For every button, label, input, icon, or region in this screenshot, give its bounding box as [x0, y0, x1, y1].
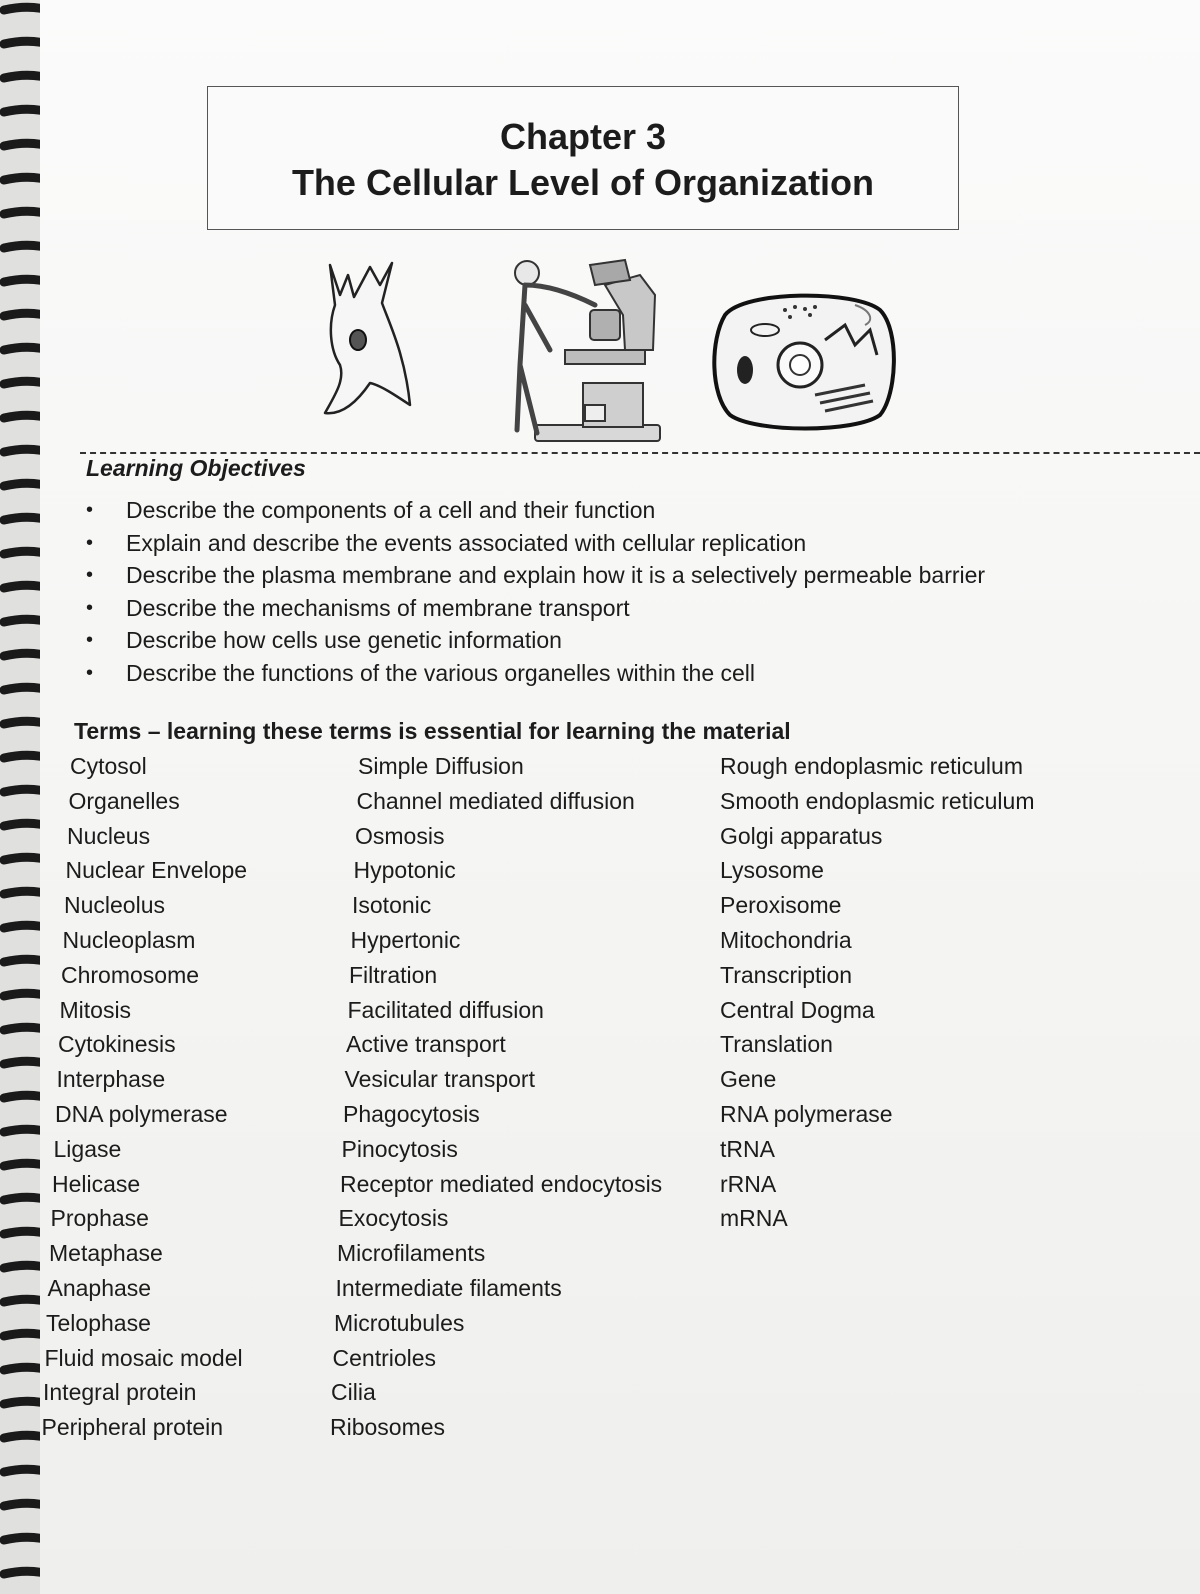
term-item: Peripheral protein: [41, 1414, 224, 1441]
term-item: Gene: [720, 1066, 777, 1093]
term-item: Transcription: [720, 961, 853, 988]
term-item: Chromosome: [61, 961, 200, 988]
terms-column-3: [720, 750, 1034, 1237]
term-item: Central Dogma: [720, 996, 875, 1023]
term-item: rRNA: [720, 1170, 777, 1197]
term-item: Telophase: [46, 1309, 151, 1336]
term-item: Rough endoplasmic reticulum: [720, 753, 1023, 779]
term-item: Osmosis: [355, 822, 445, 849]
term-item: Pinocytosis: [341, 1135, 458, 1162]
term-item: mRNA: [720, 1205, 788, 1232]
objectives-heading: Learning Objectives: [86, 455, 306, 481]
term-item: Cytosol: [70, 753, 147, 779]
cell-diagram-icon: [705, 285, 905, 435]
terms-column-2: [330, 750, 662, 1446]
cell-icon: [310, 255, 420, 420]
chapter-title: The Cellular Level of Organization: [291, 162, 875, 203]
term-item: Channel mediated diffusion: [356, 787, 635, 814]
term-item: Active transport: [346, 1031, 506, 1058]
term-item: Filtration: [349, 961, 438, 988]
list-item: • Explain and describe the events associated with cellular replication: [86, 529, 807, 556]
term-item: Integral protein: [43, 1379, 197, 1406]
term-item: Vesicular transport: [344, 1066, 535, 1093]
term-item: Mitochondria: [720, 926, 852, 953]
term-item: Nucleoplasm: [62, 926, 196, 953]
term-item: tRNA: [720, 1135, 775, 1162]
term-item: Cytokinesis: [58, 1031, 176, 1058]
term-item: Prophase: [50, 1205, 149, 1232]
term-item: DNA polymerase: [55, 1100, 228, 1127]
term-item: Nucleus: [67, 822, 151, 849]
term-item: Nuclear Envelope: [65, 857, 248, 884]
term-item: Ribosomes: [330, 1414, 446, 1441]
list-item: • Describe the components of a cell and their function: [86, 497, 656, 523]
microscope-figure-icon: [495, 255, 675, 445]
term-item: Organelles: [68, 787, 180, 814]
term-item: Peroxisome: [720, 892, 842, 919]
term-item: Lysosome: [720, 857, 824, 884]
objectives-list: [86, 495, 985, 690]
term-item: Anaphase: [47, 1274, 152, 1301]
term-item: Receptor mediated endocytosis: [340, 1170, 663, 1197]
term-item: Facilitated diffusion: [347, 996, 544, 1023]
term-item: Phagocytosis: [343, 1100, 480, 1127]
list-item: • Describe the functions of the various organelles within the cell: [86, 659, 756, 686]
term-item: Exocytosis: [338, 1205, 449, 1232]
term-item: Simple Diffusion: [358, 753, 524, 779]
term-item: Microtubules: [334, 1309, 465, 1336]
term-item: Fluid mosaic model: [44, 1344, 243, 1371]
list-item: • Describe how cells use genetic information: [86, 627, 562, 653]
terms-column-1: [40, 750, 247, 1446]
term-item: Golgi apparatus: [720, 822, 883, 849]
chapter-title-box: [207, 86, 959, 230]
term-item: RNA polymerase: [720, 1100, 893, 1127]
terms-heading: Terms – learning these terms is essential for learning the material: [74, 718, 791, 744]
term-item: Hypertonic: [350, 926, 461, 953]
term-item: Intermediate filaments: [335, 1274, 562, 1301]
term-item: Mitosis: [59, 996, 132, 1023]
term-item: Smooth endoplasmic reticulum: [720, 787, 1035, 814]
term-item: Cilia: [331, 1379, 376, 1406]
term-item: Interphase: [56, 1066, 166, 1093]
term-item: Isotonic: [352, 892, 432, 919]
chapter-number: Chapter 3: [499, 116, 667, 157]
term-item: Centrioles: [332, 1344, 437, 1371]
section-divider: [80, 452, 1200, 454]
term-item: Ligase: [53, 1135, 122, 1162]
term-item: Helicase: [52, 1170, 141, 1197]
workbook-page: [40, 0, 1200, 1594]
list-item: • Describe the plasma membrane and explain how it is a selectively permeable barrier: [86, 562, 986, 588]
list-item: • Describe the mechanisms of membrane transport: [86, 594, 630, 621]
term-item: Metaphase: [49, 1240, 163, 1267]
term-item: Translation: [720, 1031, 833, 1058]
term-item: Nucleolus: [64, 892, 165, 919]
term-item: Microfilaments: [337, 1240, 486, 1267]
term-item: Hypotonic: [353, 857, 456, 884]
